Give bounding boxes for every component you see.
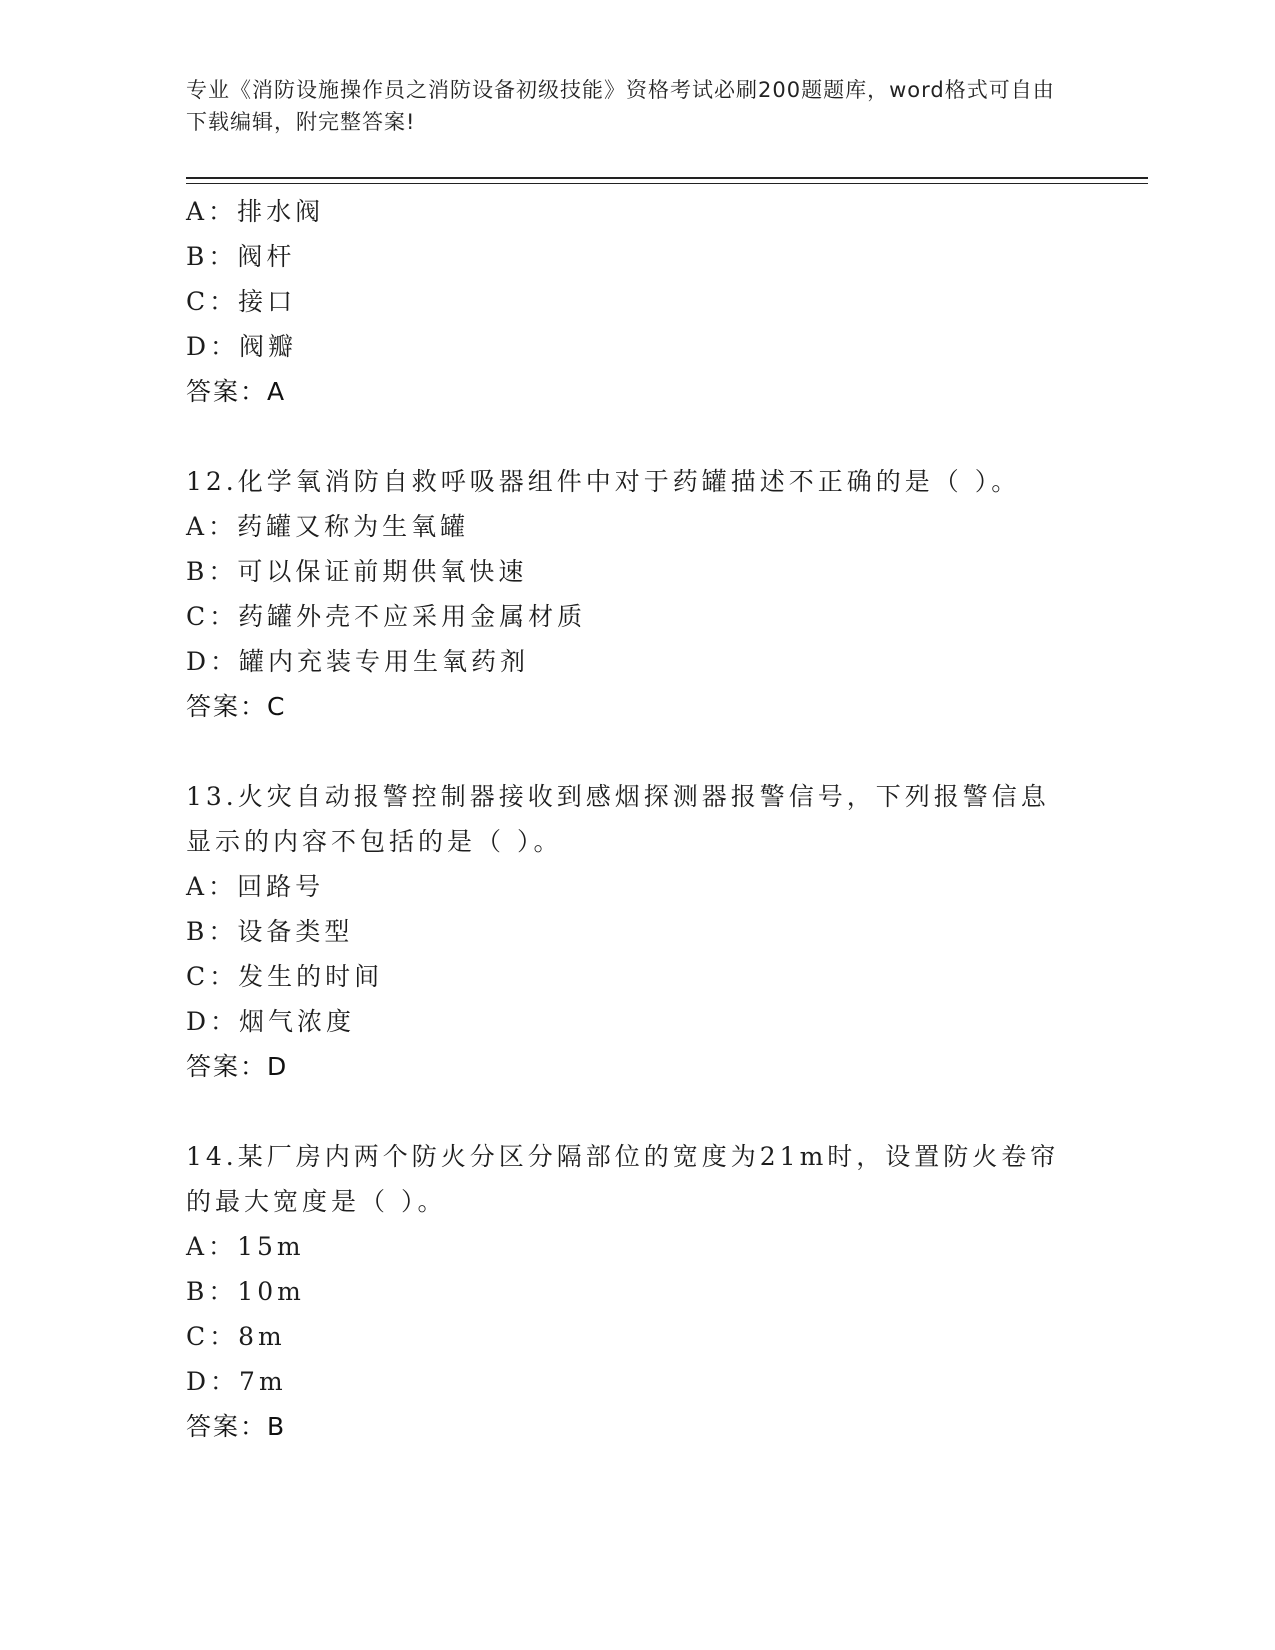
option-text: 烟气浓度	[239, 1007, 356, 1036]
option-text: 阀杆	[237, 242, 296, 271]
option-letter: C：	[186, 1322, 239, 1351]
option-letter: B：	[186, 917, 238, 946]
option-text: 回路号	[237, 872, 325, 901]
question-11	[186, 189, 1086, 414]
answer-line: 答案：B	[186, 1412, 287, 1441]
option-b	[186, 234, 1086, 279]
page-header: 专业《消防设施操作员之消防设备初级技能》资格考试必刷200题题库，word格式可自由下载编辑，附完整答案!	[186, 78, 1055, 134]
question-14	[186, 1134, 1086, 1449]
question-stem: 13.火灾自动报警控制器接收到感烟探测器报警信号，下列报警信息显示的内容不包括的是（ ）。	[186, 782, 1050, 856]
option-a	[186, 189, 1086, 234]
option-letter: B：	[186, 242, 238, 271]
option-text: 可以保证前期供氧快速	[237, 557, 528, 586]
option-text: 排水阀	[237, 197, 325, 226]
answer-line: 答案：A	[186, 377, 287, 406]
option-text: 发生的时间	[238, 962, 384, 991]
option-letter: C：	[186, 287, 239, 316]
option-letter: D：	[186, 647, 240, 676]
option-letter: D：	[186, 1367, 240, 1396]
option-letter: D：	[186, 332, 240, 361]
option-d	[186, 1359, 1086, 1404]
option-letter: A：	[186, 512, 238, 541]
option-text: 药罐又称为生氧罐	[237, 512, 470, 541]
option-d	[186, 324, 1086, 369]
option-text: 7m	[239, 1367, 287, 1396]
option-text: 药罐外壳不应采用金属材质	[238, 602, 587, 631]
option-text: 设备类型	[237, 917, 354, 946]
option-letter: A：	[186, 1232, 238, 1261]
option-a	[186, 504, 1086, 549]
option-d	[186, 999, 1086, 1044]
option-letter: D：	[186, 1007, 240, 1036]
question-12	[186, 459, 1086, 729]
answer-line: 答案：D	[186, 1052, 289, 1081]
option-b	[186, 549, 1086, 594]
option-text: 阀瓣	[239, 332, 298, 361]
option-a	[186, 864, 1086, 909]
question-list	[186, 189, 1086, 1449]
option-b	[186, 909, 1086, 954]
option-letter: A：	[186, 872, 238, 901]
option-text: 罐内充装专用生氧药剂	[239, 647, 530, 676]
header-divider-thin	[186, 183, 1148, 184]
option-text: 15m	[237, 1232, 305, 1261]
option-letter: B：	[186, 557, 238, 586]
option-c	[186, 594, 1086, 639]
option-a	[186, 1224, 1086, 1269]
answer-line: 答案：C	[186, 692, 287, 721]
option-letter: C：	[186, 962, 239, 991]
option-c	[186, 1314, 1086, 1359]
option-b	[186, 1269, 1086, 1314]
question-stem: 14.某厂房内两个防火分区分隔部位的宽度为21m时，设置防火卷帘的最大宽度是（ ）。	[186, 1142, 1060, 1216]
option-d	[186, 639, 1086, 684]
option-c	[186, 954, 1086, 999]
option-letter: A：	[186, 197, 238, 226]
option-letter: C：	[186, 602, 239, 631]
option-text: 10m	[237, 1277, 305, 1306]
option-text: 接口	[238, 287, 297, 316]
header-divider	[186, 177, 1148, 179]
option-c	[186, 279, 1086, 324]
question-stem: 12.化学氧消防自救呼吸器组件中对于药罐描述不正确的是（ ）。	[186, 467, 1021, 496]
question-13	[186, 774, 1086, 1089]
option-text: 8m	[238, 1322, 286, 1351]
option-letter: B：	[186, 1277, 238, 1306]
